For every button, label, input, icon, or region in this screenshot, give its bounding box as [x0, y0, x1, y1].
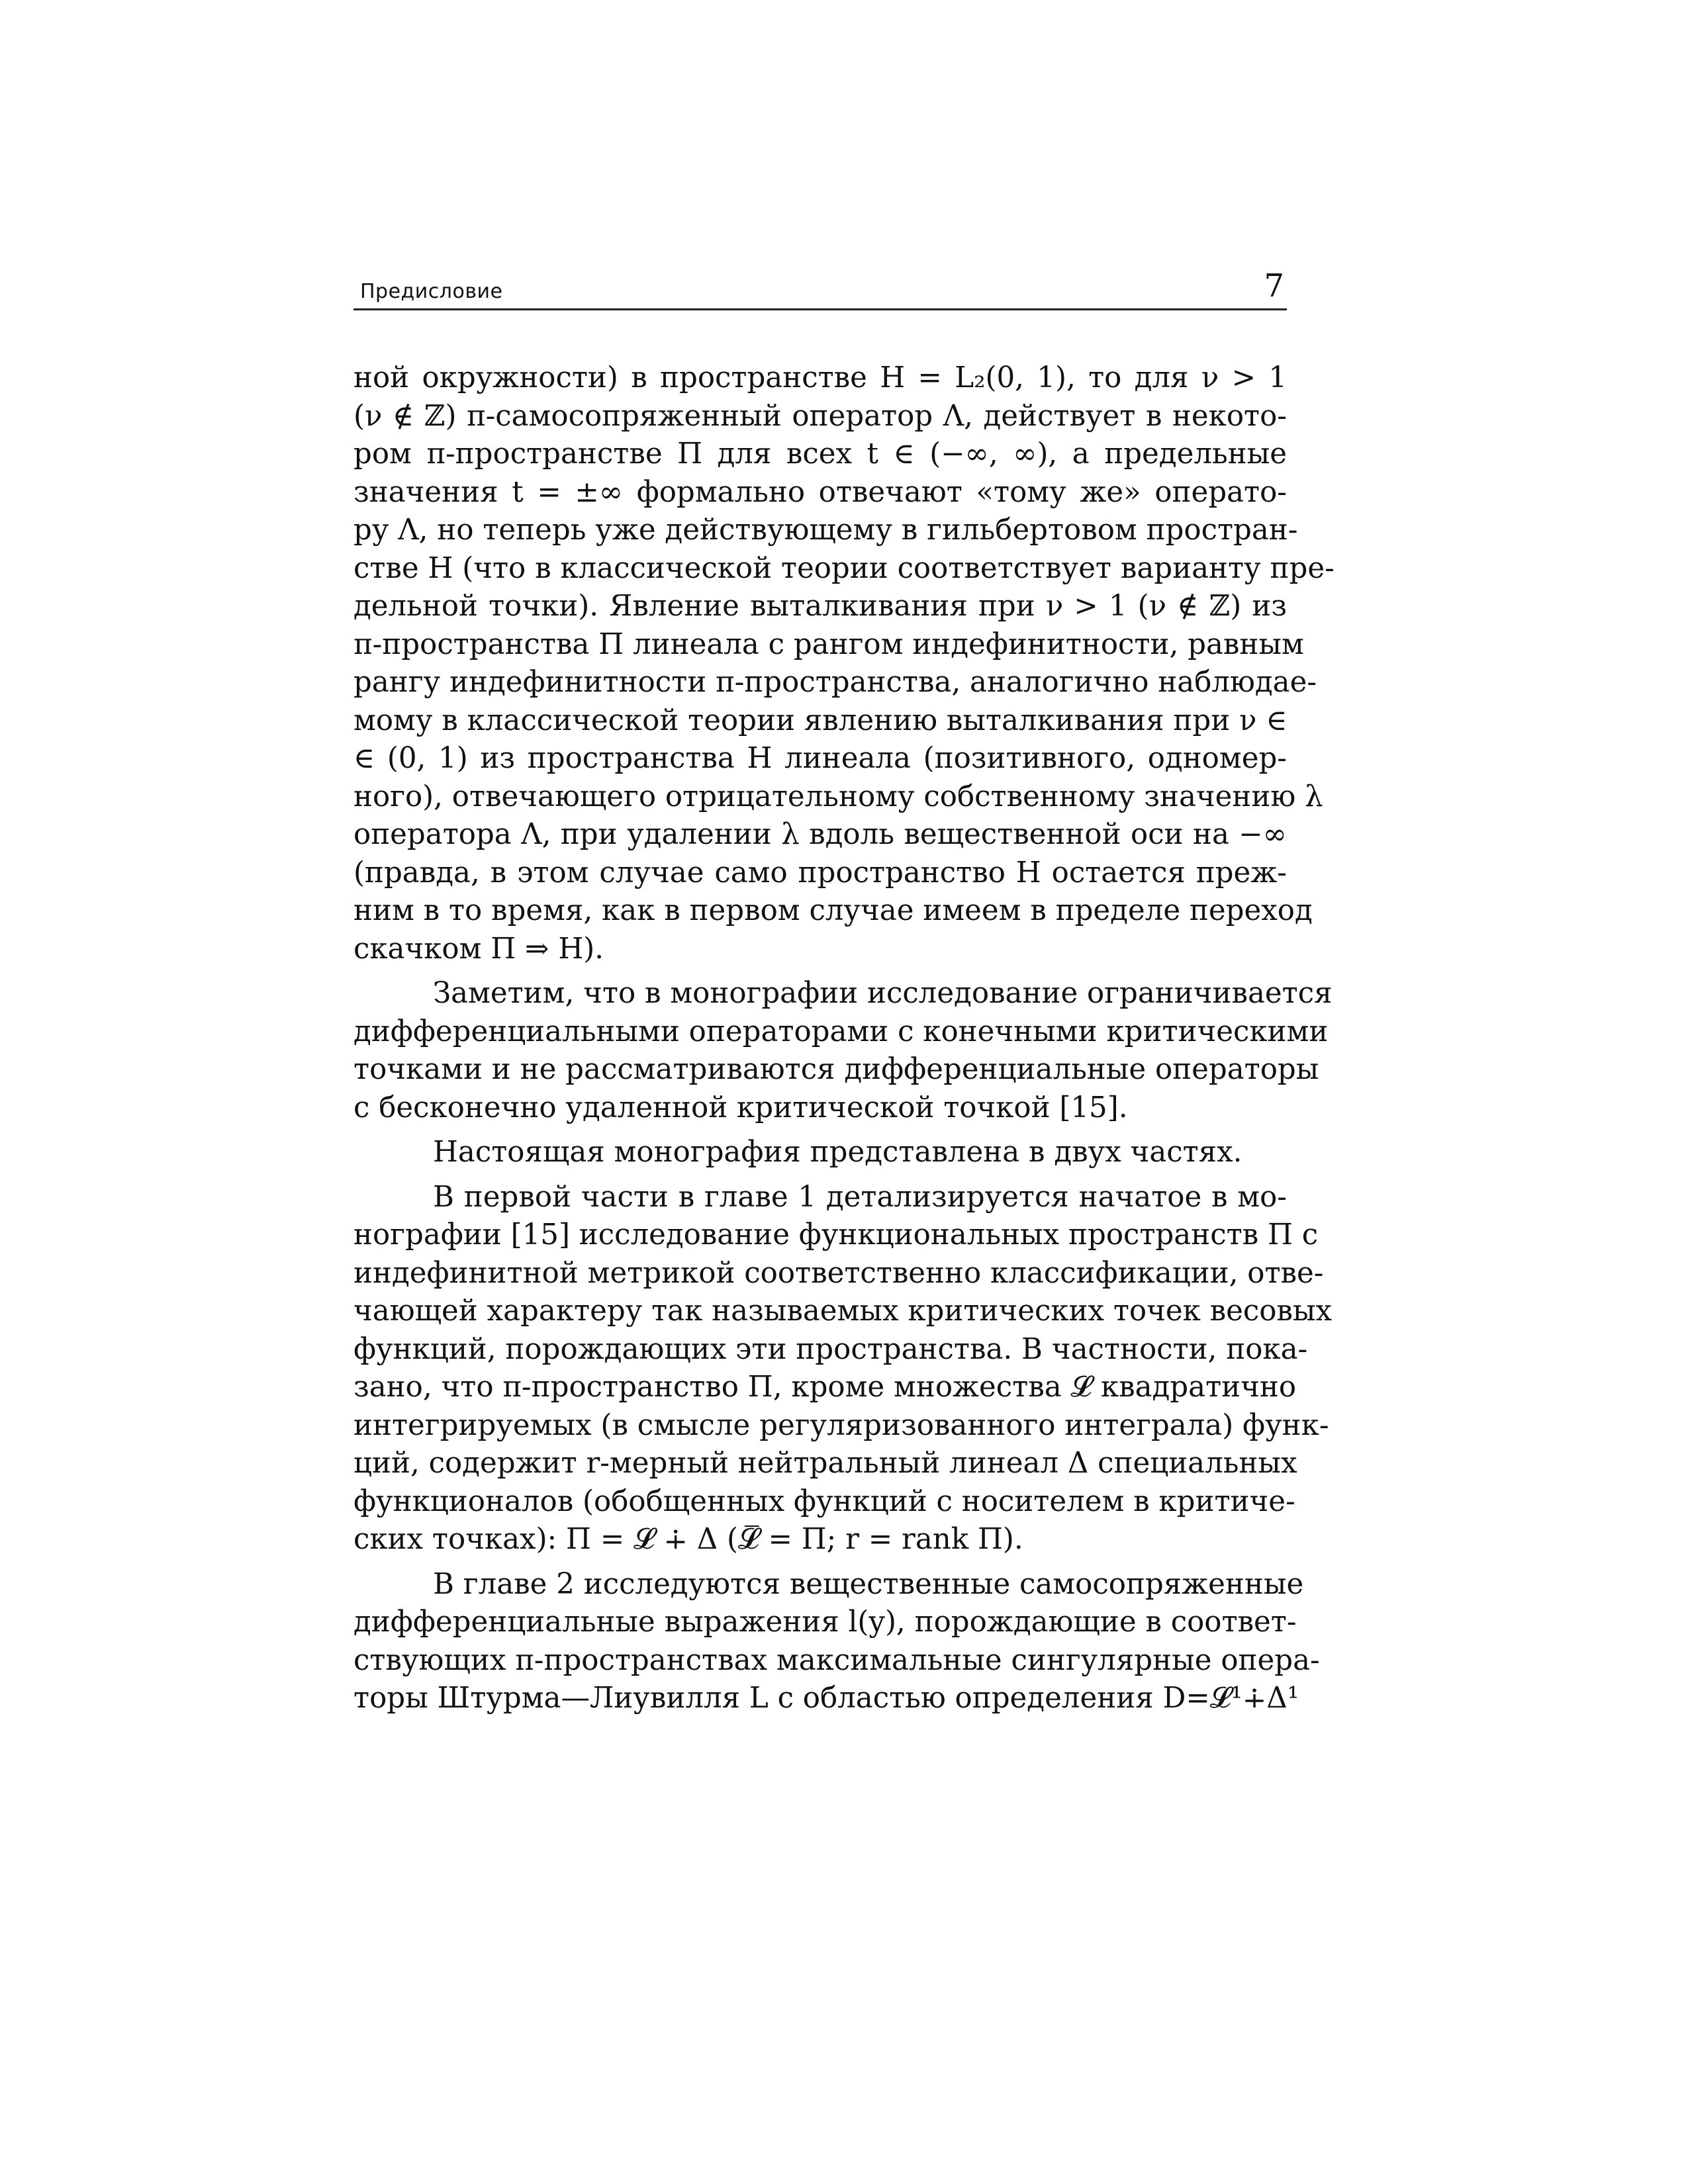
running-head-title: Предисловие	[360, 280, 503, 303]
paragraph-5	[353, 1566, 1320, 1718]
text-line: стве H (что в классической теории соответствует варианту пре-	[353, 551, 1335, 585]
text-line: Заметим, что в монографии исследование ограничивается	[433, 977, 1333, 1010]
text-line: В первой части в главе 1 детализируется начатое в мо-	[433, 1180, 1287, 1214]
text-line: π-пространства Π линеала с рангом индефинитности, равным	[353, 627, 1304, 661]
text-line: В главе 2 исследуются вещественные самосопряженные	[433, 1567, 1304, 1601]
text-line: дифференциальные выражения l(y), порождающие в соответ-	[353, 1606, 1297, 1639]
text-line: нографии [15] исследование функциональных пространств Π с	[353, 1218, 1319, 1251]
text-line: дельной точки). Явление выталкивания при ν > 1 (ν ∉ ℤ) из	[353, 590, 1287, 623]
text-line: чающей характеру так называемых критических точек весовых	[353, 1295, 1333, 1328]
body-text	[353, 359, 1335, 1718]
text-line: ной окружности) в пространстве H = L₂(0, 1), то для ν > 1	[353, 361, 1287, 394]
text-line: зано, что π-пространство Π, кроме множества 𝓛 квадратично	[353, 1371, 1297, 1404]
running-head	[353, 265, 1287, 310]
paragraph-3	[353, 1134, 1287, 1172]
text-line: функций, порождающих эти пространства. В частности, пока-	[353, 1332, 1308, 1366]
text-line: торы Штурма—Лиувилля L с областью определения D=𝓛¹∔Δ¹	[353, 1682, 1299, 1715]
text-line: оператора Λ, при удалении λ вдоль вещественной оси на −∞	[353, 818, 1287, 851]
text-line: (правда, в этом случае само пространство H остается преж-	[353, 856, 1287, 889]
text-line: дифференциальными операторами с конечными критическими	[353, 1015, 1329, 1048]
text-line: значения t = ±∞ формально отвечают «тому же» операто-	[353, 475, 1287, 509]
text-line: ских точках): Π = 𝓛 ∔ Δ (𝓛̅ = Π; r = rank Π).	[353, 1523, 1023, 1556]
text-line: ром π-пространстве Π для всех t ∈ (−∞, ∞), а предельные	[353, 437, 1287, 471]
text-line: интегрируемых (в смысле регуляризованного интеграла) функ-	[353, 1408, 1329, 1442]
text-line: ного), отвечающего отрицательному собственному значению λ	[353, 780, 1323, 813]
text-line: (ν ∉ ℤ) π-самосопряженный оператор Λ, действует в некото-	[353, 399, 1287, 433]
paragraph-1	[353, 359, 1335, 968]
text-line: ру Λ, но теперь уже действующему в гильбертовом простран-	[353, 514, 1298, 547]
page-number: 7	[1264, 267, 1284, 304]
paragraph-2	[353, 975, 1333, 1127]
book-page	[353, 265, 1335, 1725]
text-line: ций, содержит r-мерный нейтральный линеал Δ специальных	[353, 1447, 1297, 1480]
text-line: скачком Π ⇒ H).	[353, 932, 604, 966]
text-line: рангу индефинитности π-пространства, аналогично наблюдае-	[353, 666, 1317, 699]
text-line: с бесконечно удаленной критической точкой [15].	[353, 1091, 1128, 1124]
text-line: ствующих π-пространствах максимальные сингулярные опера-	[353, 1643, 1320, 1677]
text-line: мому в классической теории явлению выталкивания при ν ∈	[353, 704, 1288, 737]
text-line: ним в то время, как в первом случае имеем в пределе переход	[353, 894, 1313, 927]
text-line: точками и не рассматриваются дифференциальные операторы	[353, 1053, 1319, 1086]
text-line: функционалов (обобщенных функций с носителем в критиче-	[353, 1484, 1295, 1518]
text-line: Настоящая монография представлена в двух частях.	[433, 1136, 1243, 1169]
text-line: ∈ (0, 1) из пространства H линеала (позитивного, одномер-	[353, 742, 1287, 775]
paragraph-4	[353, 1179, 1333, 1559]
text-line: индефинитной метрикой соответственно классификации, отве-	[353, 1256, 1324, 1290]
